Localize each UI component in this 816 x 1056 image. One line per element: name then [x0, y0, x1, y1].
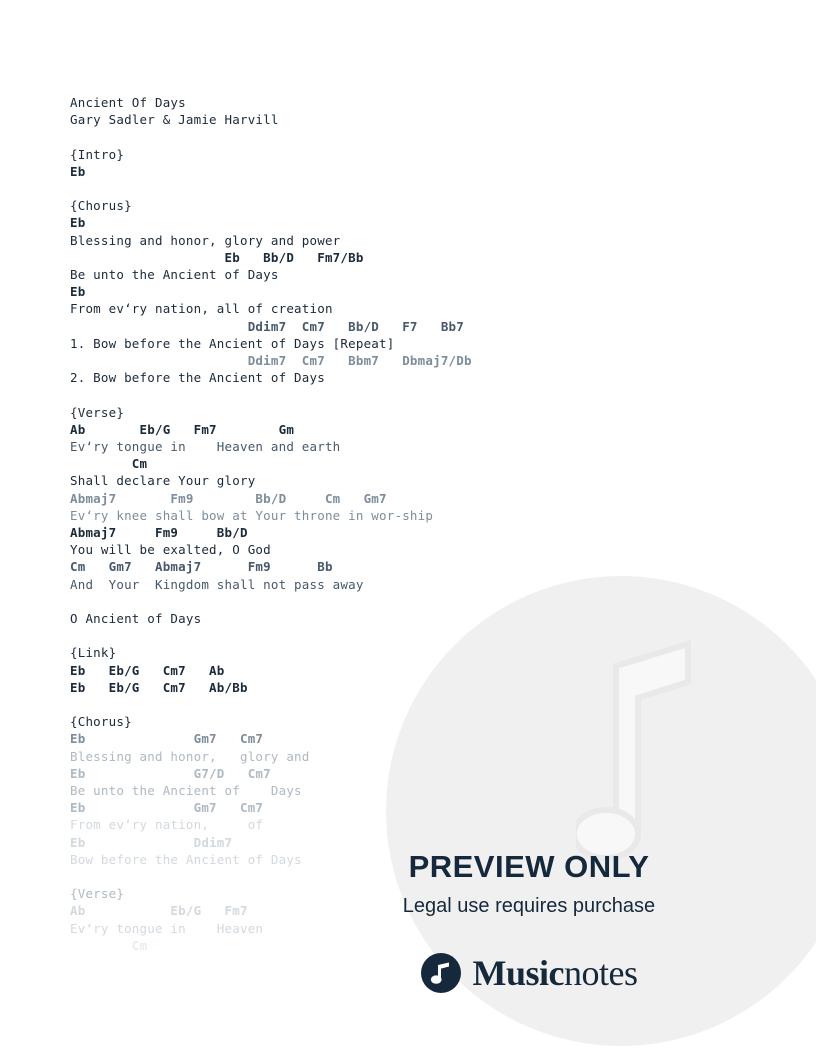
- sheet-line-lyric: Ev‘ry knee shall bow at Your throne in wor-ship: [70, 507, 434, 523]
- brand-name: [473, 952, 638, 994]
- watermark-music-note-icon: [576, 636, 696, 866]
- sheet-line-chord: Eb Eb/G Cm7 Ab: [70, 662, 225, 678]
- sheet-line-lyric: From ev‘ry nation, all of creation: [70, 301, 333, 317]
- sheet-line-chord: Eb: [70, 163, 86, 179]
- chord-sheet: [70, 94, 590, 954]
- sheet-line-section: {Verse}: [70, 886, 125, 902]
- sheet-line-lyric: 1. Bow before the Ancient of Days [Repeat]: [70, 335, 395, 351]
- sheet-line-chord: Cm: [70, 937, 148, 953]
- sheet-line-chord: Eb Eb/G Cm7 Ab/Bb: [70, 679, 248, 695]
- music-note-icon: [421, 953, 461, 993]
- sheet-line-chord: Ab Eb/G Fm7 Gm: [70, 421, 295, 437]
- sheet-line-blank: [70, 180, 590, 197]
- preview-subtitle: Legal use requires purchase: [402, 895, 656, 917]
- sheet-line-lyric: Be unto the Ancient of Days: [70, 267, 279, 282]
- sheet-line-chord: Eb Bb/D Fm7/Bb: [70, 249, 364, 265]
- sheet-line-chord: Eb: [70, 284, 86, 300]
- sheet-line-lyric: Bow before the Ancient of Days: [70, 851, 302, 867]
- sheet-line-chord: Abmaj7 Fm9 Bb/D Cm Gm7: [70, 490, 387, 506]
- sheet-line-chord: Cm: [70, 456, 148, 472]
- sheet-line-chord: Ab Eb/G Fm7: [70, 903, 248, 919]
- preview-overlay: [314, 849, 744, 994]
- sheet-line-blank: [70, 593, 590, 610]
- sheet-line-chord: Eb Ddim7: [70, 834, 233, 850]
- preview-title: PREVIEW ONLY: [408, 849, 650, 884]
- sheet-line-blank: [70, 386, 590, 403]
- sheet-line-lyric: Ev‘ry tongue in Heaven: [70, 920, 264, 936]
- sheet-line-section: {Link}: [70, 645, 117, 661]
- sheet-line-section: {Intro}: [70, 146, 125, 162]
- sheet-line-lyric: You will be exalted, O God: [70, 542, 271, 558]
- sheet-line-section: {Chorus}: [70, 714, 132, 730]
- brand-name-bold: Music: [472, 953, 564, 993]
- sheet-line-lyric: 2. Bow before the Ancient of Days: [70, 370, 325, 386]
- brand-name-light: notes: [564, 953, 638, 993]
- sheet-line-chord: Eb Gm7 Cm7: [70, 731, 264, 747]
- sheet-line-lyric: And Your Kingdom shall not pass away: [70, 576, 364, 592]
- sheet-line-chord: Cm Gm7 Abmaj7 Fm9 Bb: [70, 559, 333, 575]
- sheet-line-blank: [70, 128, 590, 145]
- brand-row: [314, 952, 744, 994]
- sheet-line-lyric: From ev‘ry nation, of: [70, 817, 264, 833]
- sheet-line-chord: Eb G7/D Cm7: [70, 765, 271, 781]
- sheet-line-blank: [70, 627, 590, 644]
- sheet-line-lyric: Blessing and honor, glory and power: [70, 232, 341, 248]
- sheet-line-chord: Eb Gm7 Cm7: [70, 800, 264, 816]
- sheet-line-chord: Abmaj7 Fm9 Bb/D: [70, 525, 248, 541]
- sheet-line-chord: Ddim7 Cm7 Bbm7 Dbmaj7/Db: [70, 353, 472, 369]
- sheet-line-lyric: Shall declare Your glory: [70, 473, 256, 489]
- sheet-line-title: Ancient Of Days: [70, 95, 186, 110]
- sheet-line-chord: Ddim7 Cm7 Bb/D F7 Bb7: [70, 318, 465, 334]
- sheet-line-lyric: O Ancient of Days: [70, 611, 202, 627]
- sheet-line-lyric: Ev‘ry tongue in Heaven and earth: [70, 439, 341, 455]
- sheet-line-authors: Gary Sadler & Jamie Harvill: [70, 112, 279, 128]
- sheet-line-blank: [70, 696, 590, 713]
- sheet-line-section: {Verse}: [70, 404, 125, 420]
- sheet-line-chord: Eb: [70, 215, 86, 231]
- sheet-line-section: {Chorus}: [70, 198, 132, 214]
- sheet-line-lyric: Be unto the Ancient of Days: [70, 783, 302, 799]
- sheet-line-lyric: Blessing and honor, glory and: [70, 748, 310, 764]
